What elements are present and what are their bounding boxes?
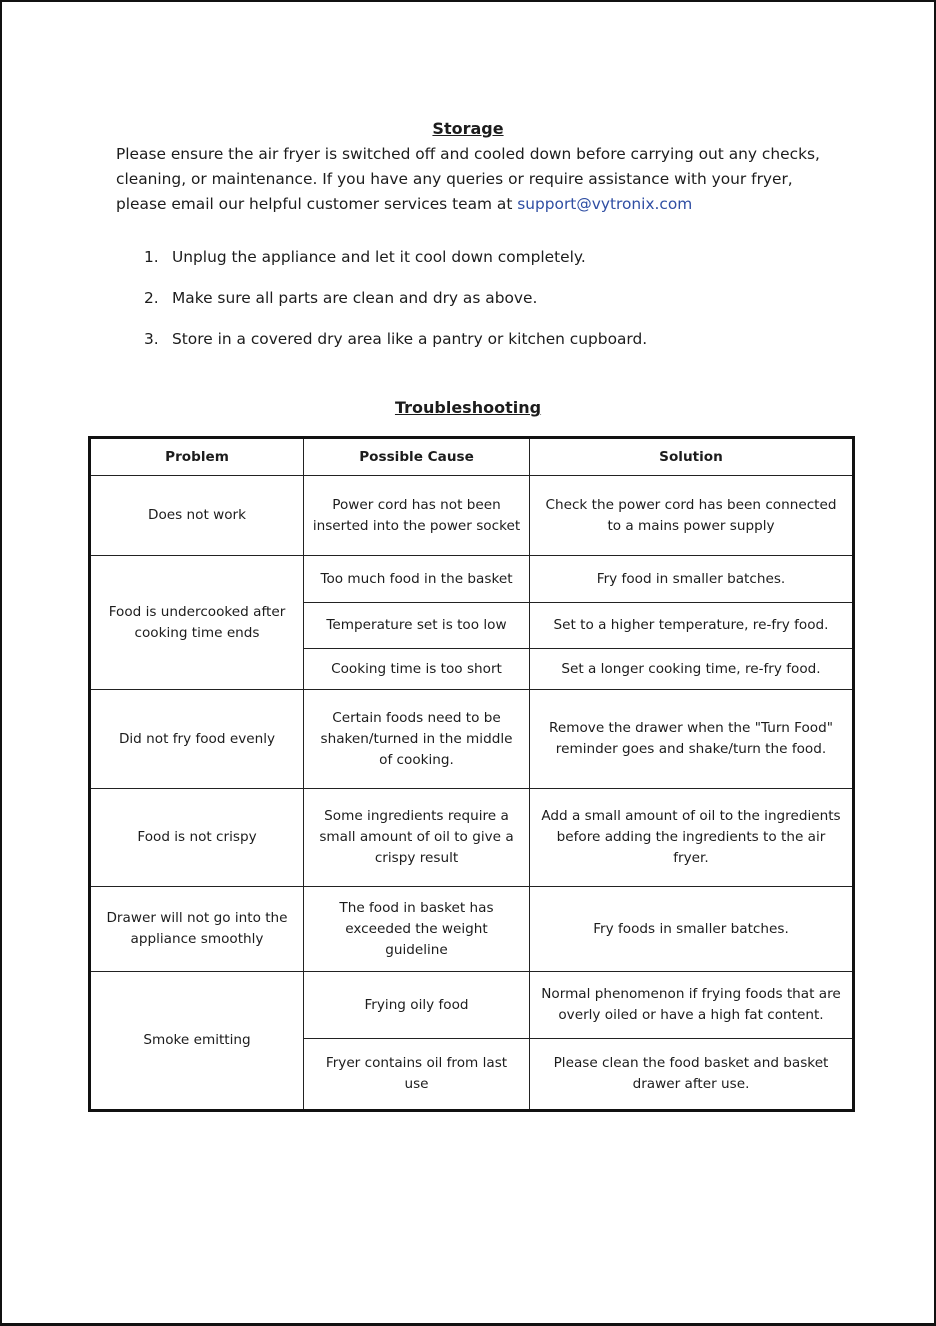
troubleshooting-table [88, 436, 855, 1112]
problem-cell: Drawer will not go into the appliance smoothly [90, 887, 304, 972]
problem-cell: Smoke emitting [90, 972, 304, 1111]
problem-cell: Food is not crispy [90, 789, 304, 887]
step-number: 3. [144, 330, 159, 348]
solution-cell: Fry food in smaller batches. [530, 556, 854, 603]
cause-cell: Frying oily food [304, 972, 530, 1039]
step-text: Store in a covered dry area like a pantry or kitchen cupboard. [172, 330, 648, 348]
solution-cell: Set a longer cooking time, re-fry food. [530, 649, 854, 690]
table-row [90, 476, 854, 556]
step-text: Unplug the appliance and let it cool down completely. [172, 248, 586, 266]
header-solution: Solution [530, 438, 854, 476]
cause-cell: Too much food in the basket [304, 556, 530, 603]
table-row [90, 887, 854, 972]
table-header-row [90, 438, 854, 476]
list-item [144, 248, 647, 289]
solution-cell: Remove the drawer when the "Turn Food" reminder goes and shake/turn the food. [530, 690, 854, 789]
cause-cell: Certain foods need to be shaken/turned in the middle of cooking. [304, 690, 530, 789]
table-row [90, 972, 854, 1039]
header-cause: Possible Cause [304, 438, 530, 476]
solution-cell: Check the power cord has been connected to a mains power supply [530, 476, 854, 556]
cause-cell: Cooking time is too short [304, 649, 530, 690]
step-number: 1. [144, 248, 159, 266]
storage-heading: Storage [432, 119, 504, 138]
solution-cell: Set to a higher temperature, re-fry food. [530, 603, 854, 649]
solution-cell: Normal phenomenon if frying foods that are overly oiled or have a high fat content. [530, 972, 854, 1039]
cause-cell: Temperature set is too low [304, 603, 530, 649]
step-number: 2. [144, 289, 159, 307]
table-row [90, 690, 854, 789]
solution-cell: Fry foods in smaller batches. [530, 887, 854, 972]
solution-cell: Please clean the food basket and basket drawer after use. [530, 1039, 854, 1111]
header-problem: Problem [90, 438, 304, 476]
problem-cell: Food is undercooked after cooking time ends [90, 556, 304, 690]
step-text: Make sure all parts are clean and dry as above. [172, 289, 538, 307]
list-item [144, 289, 647, 330]
intro-text: Please ensure the air fryer is switched off and cooled down before carrying out any checks, cleaning, or maintenance. If you have any queries or require assistance with your fryer, please email our helpful customer services team at [116, 145, 820, 213]
table-row [90, 556, 854, 603]
cause-cell: Fryer contains oil from last use [304, 1039, 530, 1111]
storage-intro [116, 142, 836, 217]
table-row [90, 789, 854, 887]
storage-steps [144, 248, 647, 371]
cause-cell: Power cord has not been inserted into the power socket [304, 476, 530, 556]
cause-cell: The food in basket has exceeded the weight guideline [304, 887, 530, 972]
problem-cell: Does not work [90, 476, 304, 556]
problem-cell: Did not fry food evenly [90, 690, 304, 789]
cause-cell: Some ingredients require a small amount of oil to give a crispy result [304, 789, 530, 887]
list-item [144, 330, 647, 371]
troubleshooting-heading: Troubleshooting [394, 398, 542, 417]
support-email-link[interactable]: support@vytronix.com [517, 195, 693, 213]
solution-cell: Add a small amount of oil to the ingredients before adding the ingredients to the air fryer. [530, 789, 854, 887]
